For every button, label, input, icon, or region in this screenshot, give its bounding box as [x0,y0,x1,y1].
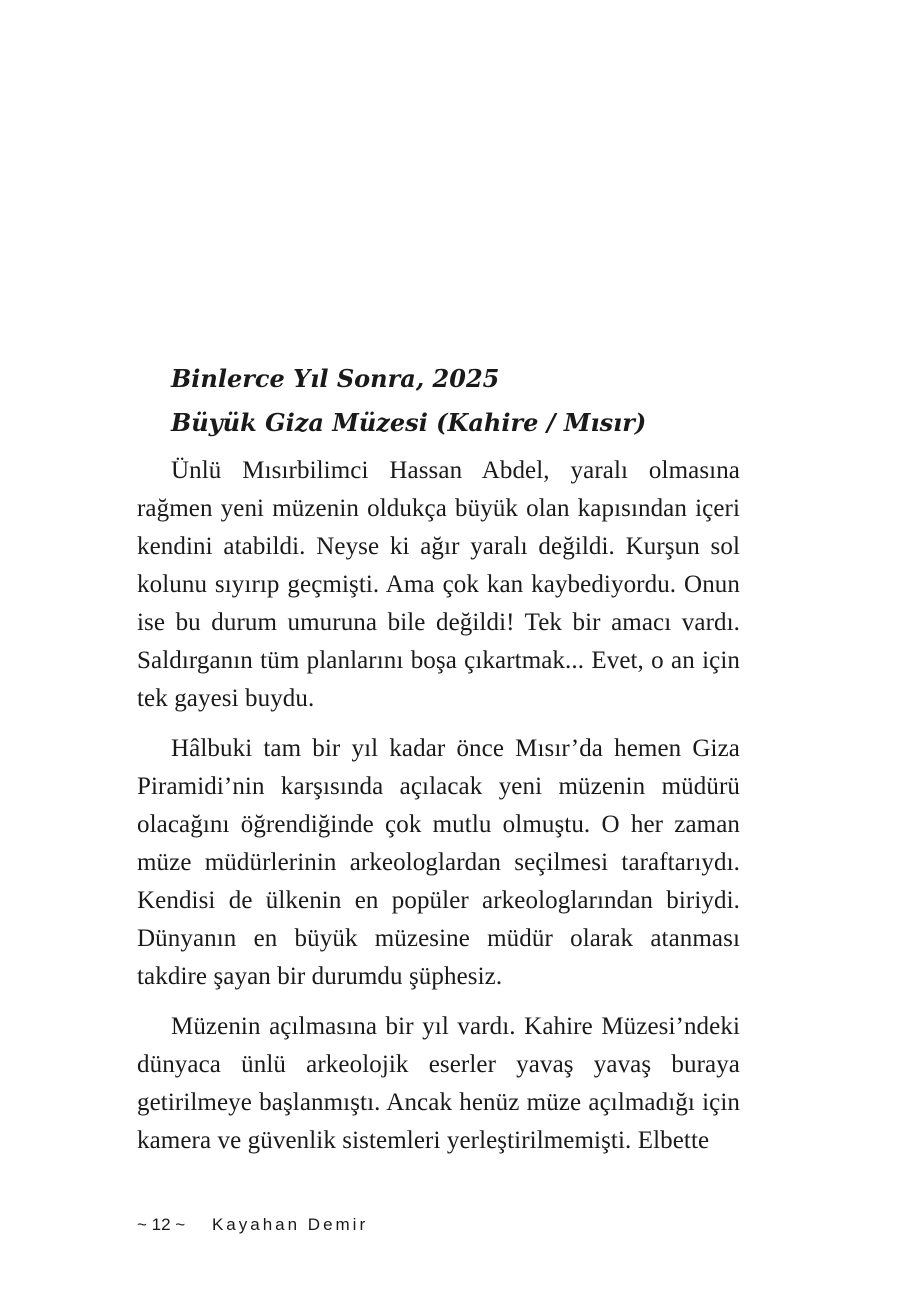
page-body [137,360,740,1172]
page-footer [137,1215,368,1235]
author-name: Kayahan Demir [211,1215,369,1234]
paragraph-2: Hâlbuki tam bir yıl kadar önce Mısır’da hemen Giza Piramidi’nin karşısında açılacak yeni müzenin müdürü olacağını öğrendiğinde çok mutlu olmuştu. O her zaman müze müdürlerinin arkeologlardan seçilmesi taraftarıydı. Kendisi de ülkenin en popüler arkeologlarından biriydi. Dünyanın en büyük müzesine müdür olarak atanması takdire şayan bir durumdu şüphesiz. [137,735,740,990]
chapter-heading-place: Büyük Giza Müzesi (Kahire / Mısır) [171,408,647,437]
page-number: ~ 12 ~ [137,1215,186,1234]
paragraph-1: Ünlü Mısırbilimci Hassan Abdel, yaralı olmasına rağmen yeni müzenin oldukça büyük olan kapısından içeri kendini atabildi. Neyse ki ağır yaralı değildi. Kurşun sol kolunu sıyırıp geçmişti. Ama çok kan kaybediyordu. Onun ise bu durum umuruna bile değildi! Tek bir amacı vardı. Saldırganın tüm planlarını boşa çıkartmak... Evet, o an için tek gayesi buydu. [137,457,740,712]
paragraph-3: Müzenin açılmasına bir yıl vardı. Kahire Müzesi’ndeki dünyaca ünlü arkeolojik eserler yavaş yavaş buraya getirilmeye başlanmıştı. Ancak henüz müze açılmadığı için kamera ve güvenlik sistemleri yerleştirilmemişti. Elbette [137,1013,740,1154]
chapter-heading-time: Binlerce Yıl Sonra, 2025 [171,364,500,393]
